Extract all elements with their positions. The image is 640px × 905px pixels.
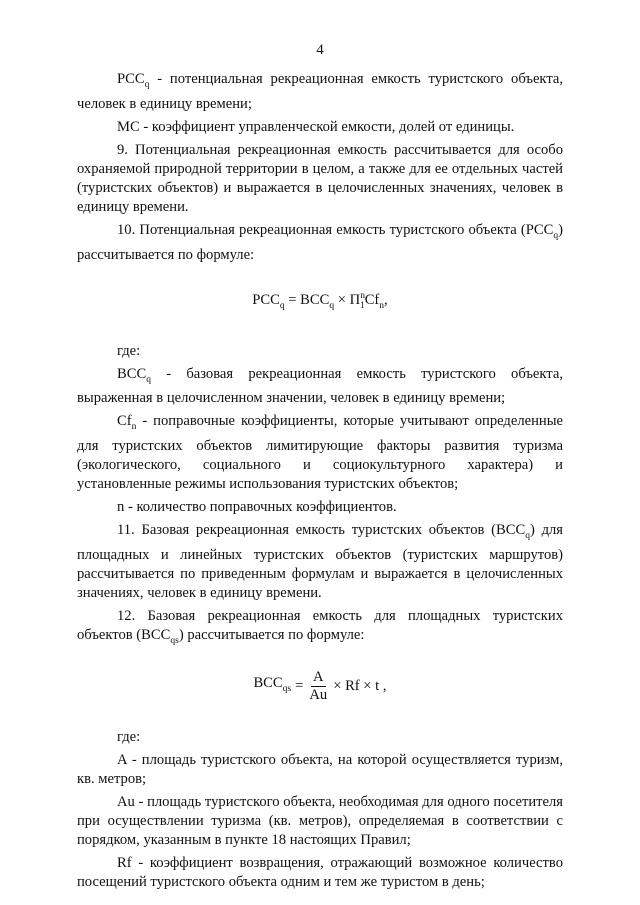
paragraph-item-10 <box>77 221 563 265</box>
paragraph-rf-definition: Rf - коэффициент возвращения, отражающий возможное количество посещений туристского объекта одним и тем же туристом в день; <box>77 855 563 891</box>
term-cf: Cf <box>117 413 132 430</box>
formula-comma: , <box>384 291 388 308</box>
formula-cf: Cf <box>364 291 380 308</box>
formula-bcc-qs <box>77 669 563 704</box>
definition-text: - базовая рекреационная емкость туристского объекта, выраженная в целочисленном значении, человек в единицу времени; <box>77 365 563 407</box>
term-bcc: BCC <box>117 365 147 382</box>
item-11-tail: ) для площадных и линейных туристских объектов (туристских маршрутов) рассчитывается по приведенным формулам и выражается в целочисленных значениях, человек в единицу времени. <box>77 522 564 602</box>
paragraph-n-definition: n - количество поправочных коэффициентов. <box>117 499 397 516</box>
formula-equals: = <box>295 678 304 695</box>
formula-lhs: PCC <box>252 291 280 308</box>
formula-product-sup: n <box>360 290 365 301</box>
formula-product: Π <box>349 291 361 308</box>
paragraph-pcc-definition <box>77 70 563 114</box>
paragraph-cf-definition <box>77 412 563 494</box>
formula-fraction <box>307 669 329 704</box>
formula-bcc: BCC <box>300 291 330 308</box>
paragraph-a-definition: A - площадь туристского объекта, на которой осуществляется туризм, кв. метров; <box>77 752 563 788</box>
item-12-tail: ) рассчитывается по формуле: <box>178 627 365 644</box>
paragraph-mc-definition: МС - коэффициент управленческой емкости, долей от единицы. <box>117 118 515 135</box>
formula-lhs-group <box>253 674 291 699</box>
formula-bcc-sub: q <box>329 300 335 311</box>
paragraph-item-11 <box>77 521 563 603</box>
term-subscript: q <box>146 374 151 385</box>
term-pcc: PCC <box>117 71 145 87</box>
term-subscript: n <box>131 422 137 433</box>
paragraph-au-definition: Au - площадь туристского объекта, необходимая для одного посетителя при осуществлении туризма (кв. метров), определяемая в соответствии с порядком, указанным в пункте 18 настоящих Правил; <box>77 794 563 849</box>
formula-cf-sub: n <box>379 300 385 311</box>
item-10-text: 10. Потенциальная рекреационная емкость туристского объекта (PCC <box>117 221 554 238</box>
formula-lhs: BCC <box>253 675 283 692</box>
item-11-text: 11. Базовая рекреационная емкость туристских объектов (BCC <box>117 522 526 539</box>
where-label-2: где: <box>117 729 141 746</box>
document-body <box>77 70 563 896</box>
paragraph-item-9: 9. Потенциальная рекреационная емкость рассчитывается для особо охраняемой природной территории в целом, а также для ее отдельных частей (туристских объектов) и выражается в целочисленных значениях, человек в единицу времени. <box>77 141 563 215</box>
paragraph-bcc-definition <box>77 365 563 409</box>
definition-text: - поправочные коэффициенты, которые учитывают определенные для туристских объектов лимитирующие факторы развития туризма (экологического, социального и социокультурного характера) и установленные режимы использования туристских объектов; <box>77 413 563 493</box>
where-label: где: <box>117 342 141 359</box>
item-10-tail: ) рассчитывается по формуле: <box>77 221 563 263</box>
formula-equals: = <box>284 291 301 308</box>
term-subscript: q <box>553 230 559 241</box>
fraction-denominator: Au <box>309 687 328 704</box>
term-subscript: qs <box>170 636 179 647</box>
formula-lhs-sub: q <box>279 300 285 311</box>
item-12-text: 12. Базовая рекреационная емкость для площадных туристских объектов (BCC <box>77 608 563 644</box>
formula-product-sub: 1 <box>359 300 365 311</box>
page-number: 4 <box>316 42 324 58</box>
formula-rest: × Rf × t , <box>333 678 387 695</box>
formula-lhs-sub: qs <box>282 684 292 695</box>
formula-times: × <box>334 291 350 308</box>
definition-text: - потенциальная рекреационная емкость туристского объекта, человек в единицу времени; <box>77 71 563 112</box>
paragraph-item-12 <box>77 607 563 651</box>
term-subscript: q <box>525 531 530 542</box>
fraction-numerator: A <box>312 669 324 686</box>
term-subscript: q <box>144 79 150 90</box>
formula-pcc <box>77 287 563 316</box>
